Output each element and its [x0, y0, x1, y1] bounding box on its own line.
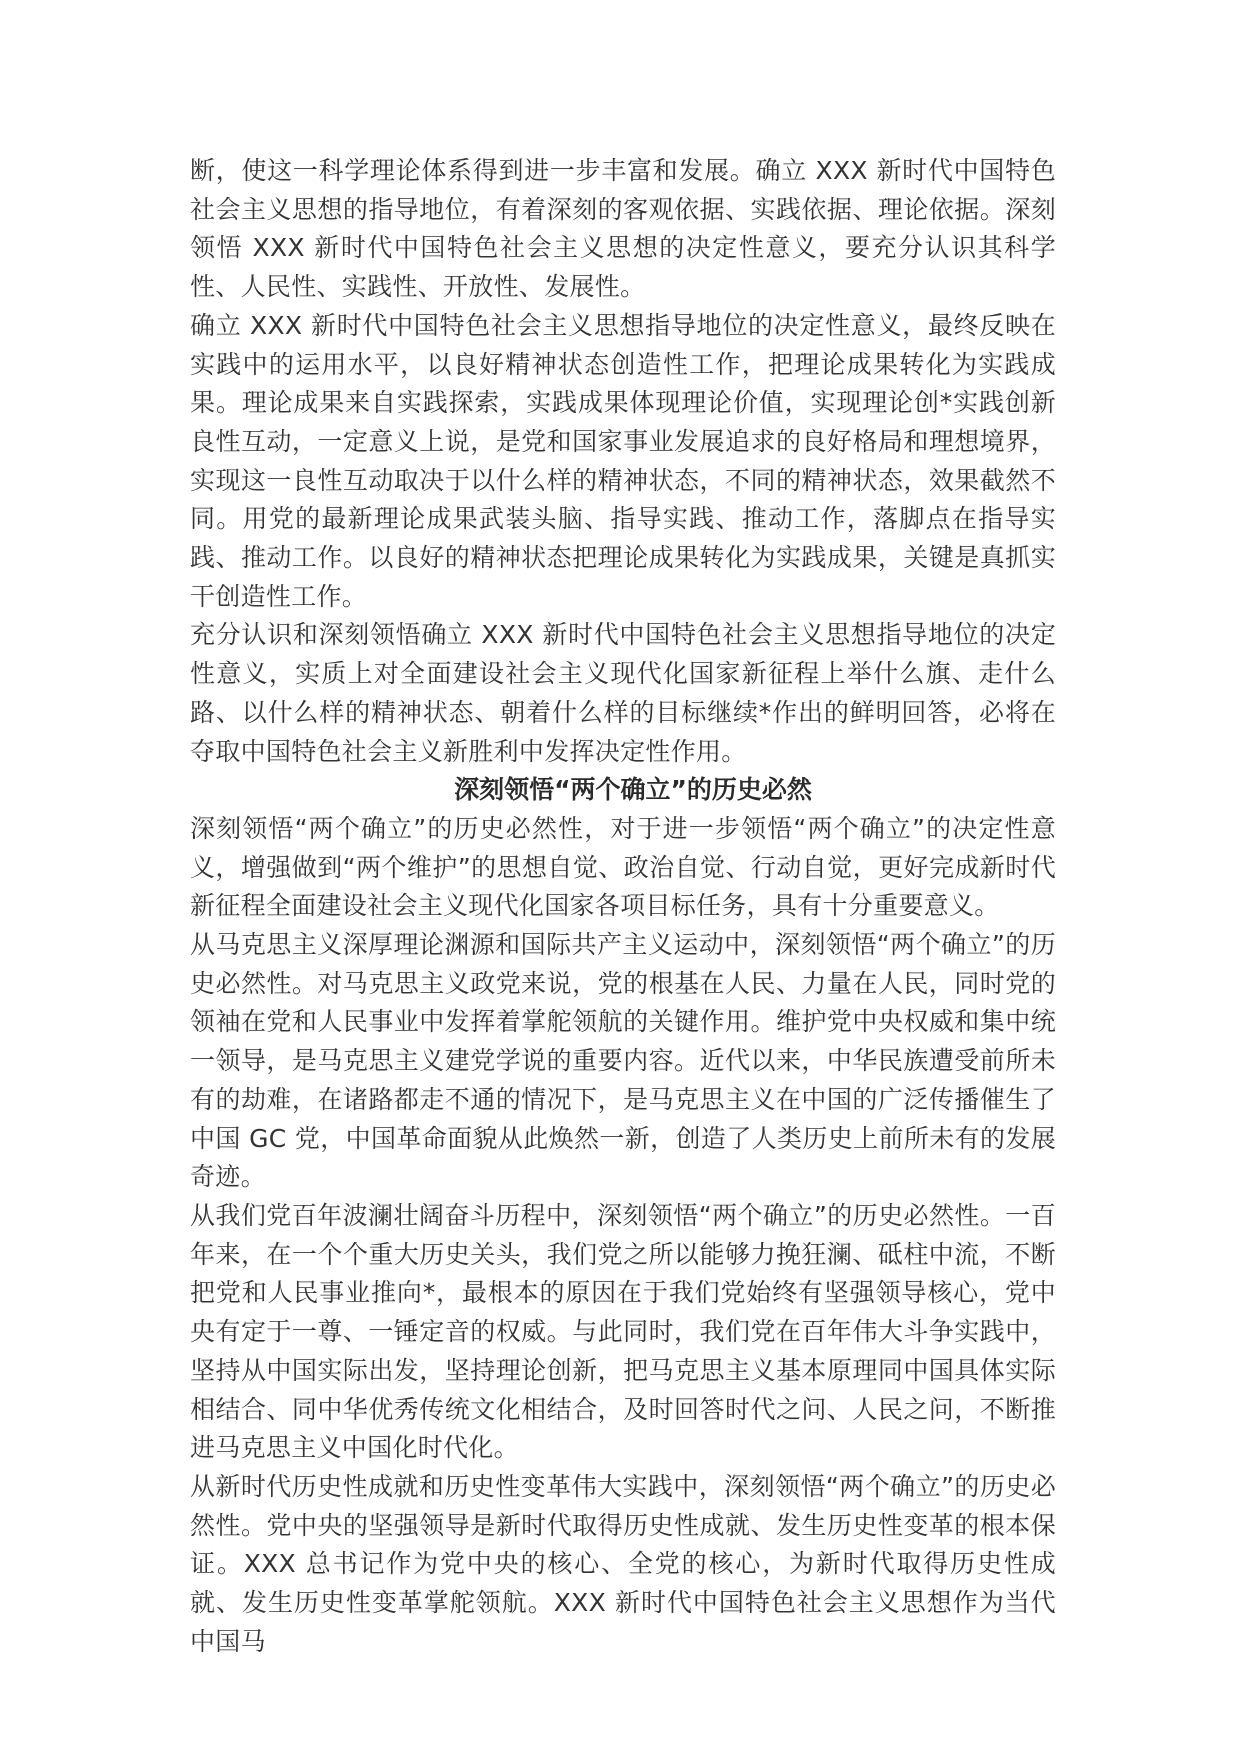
paragraph: 深刻领悟“两个确立”的历史必然性，对于进一步领悟“两个确立”的决定性意义，增强做到“两个维护”的思想自觉、政治自觉、行动自觉，更好完成新时代新征程全面建设社会主义现代化国家各项目标任务，具有十分重要意义。 — [190, 813, 1056, 921]
paragraph: 充分认识和深刻领悟确立 XXX 新时代中国特色社会主义思想指导地位的决定性意义，实质上对全面建设社会主义现代化国家新征程上举什么旗、走什么路、以什么样的精神状态、朝着什么样的目标继续*作出的鲜明回答，必将在夺取中国特色社会主义新胜利中发挥决定性作用。 — [190, 620, 1056, 766]
section-heading: 深刻领悟“两个确立”的历史必然 — [454, 775, 812, 805]
paragraph: 确立 XXX 新时代中国特色社会主义思想指导地位的决定性意义，最终反映在实践中的运用水平，以良好精神状态创造性工作，把理论成果转化为实践成果。理论成果来自实践探索，实践成果体现理论价值，实现理论创*实践创新良性互动，一定意义上说，是党和国家事业发展追求的良好格局和理想境界，实现这一良性互动取决于以什么样的精神状态，不同的精神状态，效果截然不同。用党的最新理论成果武装头脑、指导实践、推动工作，落脚点在指导实践、推动工作。以良好的精神状态把理论成果转化为实践成果，关键是真抓实干创造性工作。 — [190, 310, 1056, 611]
document-page — [190, 152, 1056, 1661]
paragraph: 从马克思主义深厚理论渊源和国际共产主义运动中，深刻领悟“两个确立”的历史必然性。对马克思主义政党来说，党的根基在人民、力量在人民，同时党的领袖在党和人民事业中发挥着掌舵领航的关键作用。维护党中央权威和集中统一领导，是马克思主义建党学说的重要内容。近代以来，中华民族遭受前所未有的劫难，在诸路都走不通的情况下，是马克思主义在中国的广泛传播催生了中国 GC 党，中国革命面貌从此焕然一新，创造了人类历史上前所未有的发展奇迹。 — [190, 930, 1056, 1192]
paragraph: 断，使这一科学理论体系得到进一步丰富和发展。确立 XXX 新时代中国特色社会主义思想的指导地位，有着深刻的客观依据、实践依据、理论依据。深刻领悟 XXX 新时代中国特色社会主义思想的决定性意义，要充分认识其科学性、人民性、实践性、开放性、发展性。 — [190, 156, 1056, 302]
paragraph: 从新时代历史性成就和历史性变革伟大实践中，深刻领悟“两个确立”的历史必然性。党中央的坚强领导是新时代取得历史性成就、发生历史性变革的根本保证。XXX 总书记作为党中央的核心、全党的核心，为新时代取得历史性成就、发生历史性变革掌舵领航。XXX 新时代中国特色社会主义思想作为当代中国马 — [190, 1471, 1056, 1656]
paragraph: 从我们党百年波澜壮阔奋斗历程中，深刻领悟“两个确立”的历史必然性。一百年来，在一个个重大历史关头，我们党之所以能够力挽狂澜、砥柱中流，不断把党和人民事业推向*，最根本的原因在于我们党始终有坚强领导核心，党中央有定于一尊、一锤定音的权威。与此同时，我们党在百年伟大斗争实践中，坚持从中国实际出发，坚持理论创新，把马克思主义基本原理同中国具体实际相结合、同中华优秀传统文化相结合，及时回答时代之问、人民之问，不断推进马克思主义中国化时代化。 — [190, 1200, 1056, 1463]
